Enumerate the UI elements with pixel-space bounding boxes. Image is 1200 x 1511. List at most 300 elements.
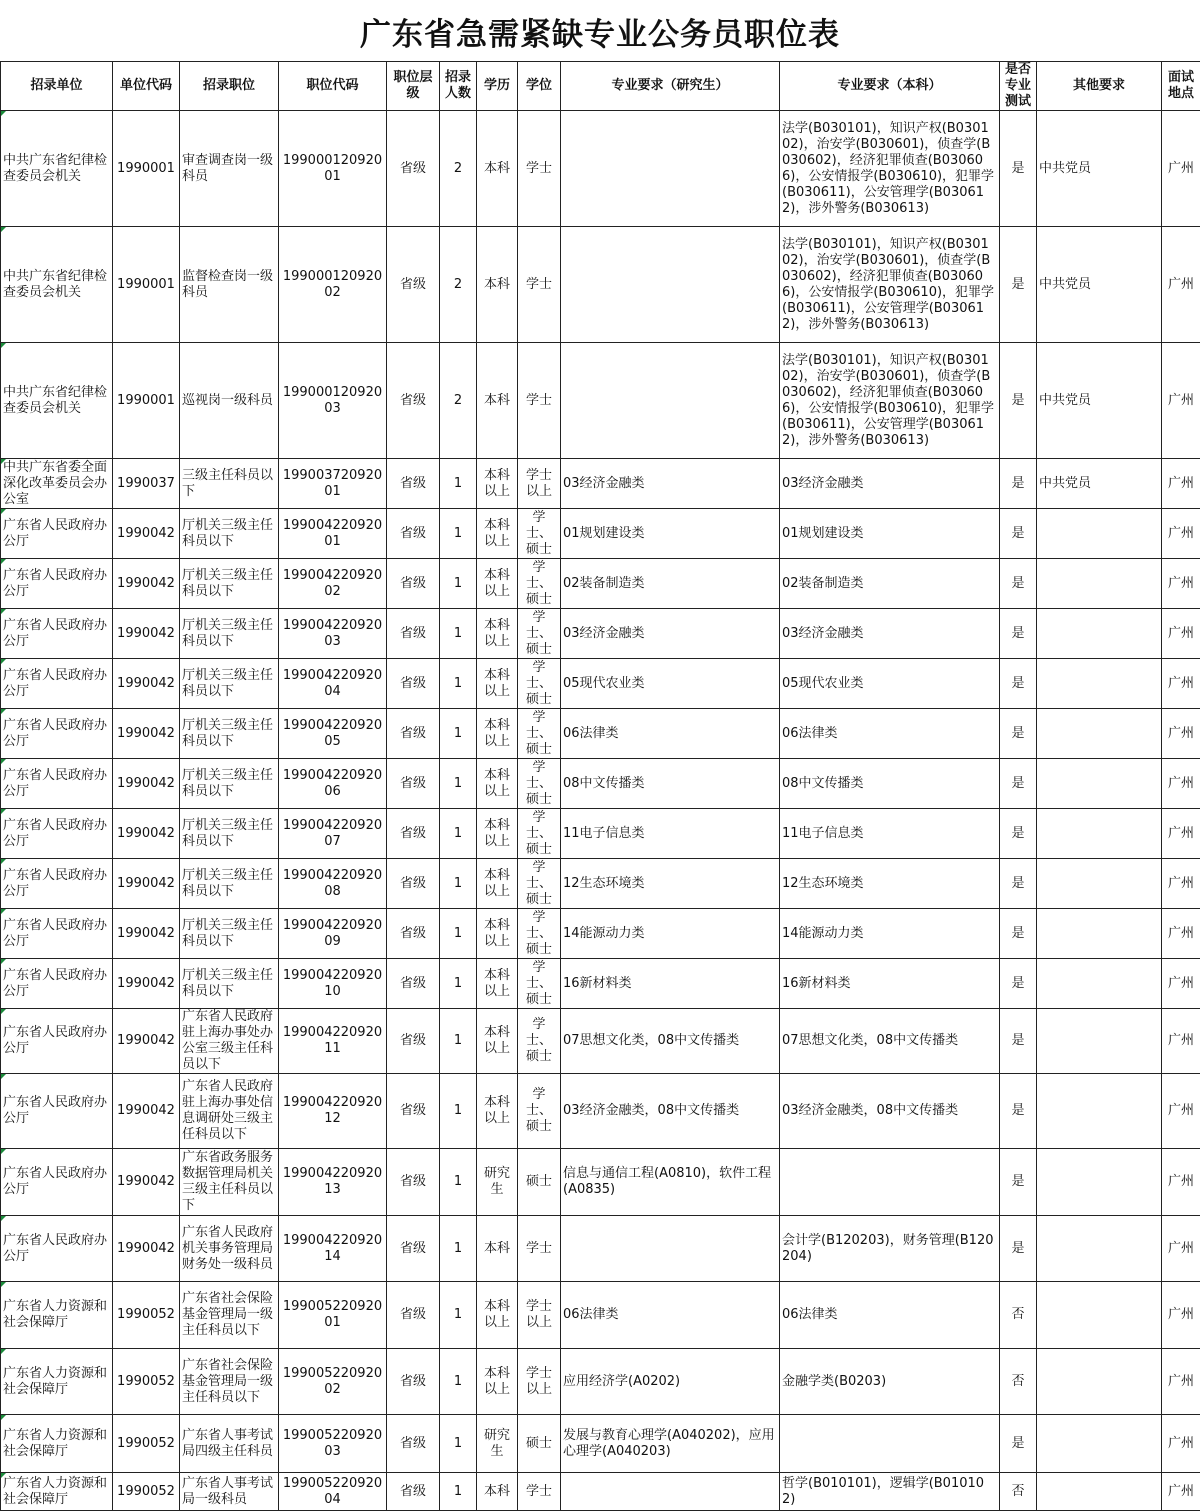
cell-education: 本科以上 <box>477 1009 518 1074</box>
cell-education: 本科以上 <box>477 509 518 559</box>
table-row <box>1 959 1200 1009</box>
cell-level: 省级 <box>387 1415 440 1473</box>
cell-major-graduate: 12生态环境类 <box>561 859 780 909</box>
cell-unit-code: 1990042 <box>113 1074 180 1149</box>
cell-headcount: 2 <box>440 111 477 227</box>
cell-headcount: 1 <box>440 709 477 759</box>
cell-major-graduate: 11电子信息类 <box>561 809 780 859</box>
cell-major-graduate <box>561 1473 780 1511</box>
cell-education: 本科 <box>477 1473 518 1511</box>
table-row <box>1 559 1200 609</box>
cell-unit: 广东省人民政府办公厅 <box>1 1009 113 1074</box>
cell-position-code: 19900422092002 <box>279 559 387 609</box>
cell-position: 三级主任科员以下 <box>180 459 279 509</box>
cell-education: 本科 <box>477 343 518 459</box>
table-row <box>1 1282 1200 1349</box>
cell-position-code: 19900422092008 <box>279 859 387 909</box>
cell-headcount: 1 <box>440 809 477 859</box>
cell-professional-test: 是 <box>1000 909 1037 959</box>
cell-unit-code: 1990001 <box>113 343 180 459</box>
cell-major-undergraduate: 05现代农业类 <box>780 659 1000 709</box>
cell-major-graduate: 08中文传播类 <box>561 759 780 809</box>
cell-professional-test: 否 <box>1000 1282 1037 1349</box>
cell-unit-code: 1990042 <box>113 559 180 609</box>
table-row <box>1 509 1200 559</box>
cell-headcount: 1 <box>440 1282 477 1349</box>
cell-major-undergraduate: 06法律类 <box>780 1282 1000 1349</box>
table-body <box>1 111 1200 1511</box>
cell-unit-code: 1990042 <box>113 709 180 759</box>
header-cell: 招录人数 <box>440 62 477 111</box>
table-row <box>1 859 1200 909</box>
cell-unit: 广东省人力资源和社会保障厅 <box>1 1415 113 1473</box>
cell-position-code: 19900422092001 <box>279 509 387 559</box>
cell-education: 本科以上 <box>477 1074 518 1149</box>
cell-other-requirements <box>1037 809 1162 859</box>
cell-unit: 广东省人民政府办公厅 <box>1 559 113 609</box>
cell-position: 厅机关三级主任科员以下 <box>180 809 279 859</box>
cell-interview-location: 广州 <box>1162 759 1200 809</box>
cell-education: 本科以上 <box>477 759 518 809</box>
cell-unit: 广东省人力资源和社会保障厅 <box>1 1473 113 1511</box>
header-cell: 招录单位 <box>1 62 113 111</box>
cell-professional-test: 是 <box>1000 859 1037 909</box>
cell-degree: 学士、硕士 <box>518 509 561 559</box>
cell-position: 厅机关三级主任科员以下 <box>180 959 279 1009</box>
cell-position: 厅机关三级主任科员以下 <box>180 859 279 909</box>
cell-professional-test: 是 <box>1000 609 1037 659</box>
table-row <box>1 227 1200 343</box>
cell-level: 省级 <box>387 227 440 343</box>
cell-degree: 学士 <box>518 343 561 459</box>
cell-degree: 学士、硕士 <box>518 859 561 909</box>
cell-unit: 广东省人民政府办公厅 <box>1 759 113 809</box>
cell-education: 本科以上 <box>477 1349 518 1415</box>
cell-unit-code: 1990042 <box>113 859 180 909</box>
cell-major-undergraduate: 01规划建设类 <box>780 509 1000 559</box>
table-row <box>1 659 1200 709</box>
cell-other-requirements <box>1037 859 1162 909</box>
cell-unit-code: 1990001 <box>113 227 180 343</box>
cell-other-requirements <box>1037 1149 1162 1216</box>
cell-unit-code: 1990042 <box>113 809 180 859</box>
cell-degree: 学士、硕士 <box>518 659 561 709</box>
cell-professional-test: 是 <box>1000 1415 1037 1473</box>
cell-major-graduate: 03经济金融类 <box>561 609 780 659</box>
cell-position-code: 19900422092007 <box>279 809 387 859</box>
cell-education: 本科以上 <box>477 859 518 909</box>
cell-position: 厅机关三级主任科员以下 <box>180 559 279 609</box>
cell-interview-location: 广州 <box>1162 1473 1200 1511</box>
cell-education: 本科 <box>477 111 518 227</box>
table-row <box>1 343 1200 459</box>
cell-interview-location: 广州 <box>1162 1415 1200 1473</box>
cell-major-graduate: 07思想文化类，08中文传播类 <box>561 1009 780 1074</box>
cell-position-code: 19900422092009 <box>279 909 387 959</box>
cell-major-graduate: 02装备制造类 <box>561 559 780 609</box>
cell-interview-location: 广州 <box>1162 1009 1200 1074</box>
cell-position: 厅机关三级主任科员以下 <box>180 709 279 759</box>
table-row <box>1 1473 1200 1511</box>
cell-education: 本科以上 <box>477 809 518 859</box>
cell-professional-test: 是 <box>1000 459 1037 509</box>
cell-professional-test: 是 <box>1000 659 1037 709</box>
cell-unit-code: 1990042 <box>113 759 180 809</box>
cell-headcount: 1 <box>440 1074 477 1149</box>
cell-other-requirements <box>1037 1415 1162 1473</box>
cell-unit: 广东省人民政府办公厅 <box>1 509 113 559</box>
cell-other-requirements <box>1037 1282 1162 1349</box>
cell-level: 省级 <box>387 459 440 509</box>
cell-major-undergraduate: 16新材料类 <box>780 959 1000 1009</box>
cell-unit-code: 1990052 <box>113 1473 180 1511</box>
cell-position-code: 19900422092014 <box>279 1216 387 1282</box>
cell-interview-location: 广州 <box>1162 659 1200 709</box>
cell-level: 省级 <box>387 959 440 1009</box>
table-row <box>1 1074 1200 1149</box>
cell-unit-code: 1990037 <box>113 459 180 509</box>
cell-major-undergraduate: 法学(B030101)，知识产权(B030102)，治安学(B030601)，侦查学(B030602)，经济犯罪侦查(B030606)，公安情报学(B030610)，犯罪学(B030611)，公安管理学(B030612)，涉外警务(B030613) <box>780 343 1000 459</box>
cell-headcount: 1 <box>440 1415 477 1473</box>
cell-interview-location: 广州 <box>1162 1282 1200 1349</box>
cell-degree: 硕士 <box>518 1415 561 1473</box>
cell-major-graduate: 06法律类 <box>561 1282 780 1349</box>
cell-position: 广东省人民政府驻上海办事处信息调研处三级主任科员以下 <box>180 1074 279 1149</box>
table-row <box>1 759 1200 809</box>
cell-position-code: 19900422092004 <box>279 659 387 709</box>
table-row <box>1 1009 1200 1074</box>
cell-unit-code: 1990042 <box>113 909 180 959</box>
cell-professional-test: 是 <box>1000 709 1037 759</box>
table-row <box>1 809 1200 859</box>
cell-interview-location: 广州 <box>1162 1149 1200 1216</box>
cell-headcount: 1 <box>440 1473 477 1511</box>
cell-education: 研究生 <box>477 1415 518 1473</box>
cell-major-graduate: 16新材料类 <box>561 959 780 1009</box>
cell-major-undergraduate: 12生态环境类 <box>780 859 1000 909</box>
cell-position-code: 19900522092002 <box>279 1349 387 1415</box>
table-title-bar <box>0 0 1200 62</box>
table-row <box>1 1149 1200 1216</box>
cell-position: 厅机关三级主任科员以下 <box>180 609 279 659</box>
header-cell: 职位代码 <box>279 62 387 111</box>
table-row <box>1 111 1200 227</box>
cell-headcount: 1 <box>440 1349 477 1415</box>
cell-unit-code: 1990042 <box>113 1009 180 1074</box>
cell-unit: 中共广东省纪律检查委员会机关 <box>1 227 113 343</box>
cell-unit: 中共广东省纪律检查委员会机关 <box>1 111 113 227</box>
cell-level: 省级 <box>387 1473 440 1511</box>
cell-degree: 学士、硕士 <box>518 709 561 759</box>
cell-headcount: 1 <box>440 509 477 559</box>
cell-interview-location: 广州 <box>1162 343 1200 459</box>
cell-unit: 广东省人力资源和社会保障厅 <box>1 1282 113 1349</box>
cell-professional-test: 否 <box>1000 1349 1037 1415</box>
header-cell: 职位层级 <box>387 62 440 111</box>
cell-other-requirements <box>1037 659 1162 709</box>
cell-level: 省级 <box>387 609 440 659</box>
cell-level: 省级 <box>387 759 440 809</box>
cell-major-undergraduate <box>780 1149 1000 1216</box>
cell-position-code: 19900012092003 <box>279 343 387 459</box>
cell-position-code: 19900522092004 <box>279 1473 387 1511</box>
cell-professional-test: 是 <box>1000 1216 1037 1282</box>
cell-major-graduate: 06法律类 <box>561 709 780 759</box>
cell-degree: 学士、硕士 <box>518 959 561 1009</box>
cell-degree: 学士以上 <box>518 1349 561 1415</box>
cell-position-code: 19900422092010 <box>279 959 387 1009</box>
cell-unit: 广东省人力资源和社会保障厅 <box>1 1349 113 1415</box>
cell-position-code: 19900422092005 <box>279 709 387 759</box>
cell-position: 厅机关三级主任科员以下 <box>180 659 279 709</box>
cell-interview-location: 广州 <box>1162 1216 1200 1282</box>
cell-degree: 学士 <box>518 227 561 343</box>
cell-headcount: 1 <box>440 609 477 659</box>
header-cell: 专业要求（本科） <box>780 62 1000 111</box>
cell-other-requirements <box>1037 759 1162 809</box>
cell-major-graduate <box>561 343 780 459</box>
cell-level: 省级 <box>387 111 440 227</box>
cell-interview-location: 广州 <box>1162 227 1200 343</box>
cell-professional-test: 是 <box>1000 559 1037 609</box>
cell-interview-location: 广州 <box>1162 459 1200 509</box>
cell-education: 本科以上 <box>477 659 518 709</box>
cell-interview-location: 广州 <box>1162 909 1200 959</box>
table-row <box>1 1415 1200 1473</box>
cell-level: 省级 <box>387 1282 440 1349</box>
cell-major-undergraduate: 会计学(B120203)，财务管理(B120204) <box>780 1216 1000 1282</box>
cell-level: 省级 <box>387 659 440 709</box>
cell-interview-location: 广州 <box>1162 509 1200 559</box>
cell-unit: 广东省人民政府办公厅 <box>1 659 113 709</box>
cell-position-code: 19900422092012 <box>279 1074 387 1149</box>
cell-degree: 学士、硕士 <box>518 1009 561 1074</box>
cell-position-code: 19900372092001 <box>279 459 387 509</box>
cell-professional-test: 是 <box>1000 509 1037 559</box>
cell-unit-code: 1990052 <box>113 1415 180 1473</box>
cell-unit-code: 1990001 <box>113 111 180 227</box>
cell-other-requirements: 中共党员 <box>1037 459 1162 509</box>
cell-degree: 学士以上 <box>518 459 561 509</box>
cell-unit-code: 1990052 <box>113 1282 180 1349</box>
cell-professional-test: 是 <box>1000 759 1037 809</box>
cell-position-code: 19900522092003 <box>279 1415 387 1473</box>
cell-major-undergraduate: 哲学(B010101)，逻辑学(B010102) <box>780 1473 1000 1511</box>
cell-degree: 学士、硕士 <box>518 759 561 809</box>
cell-education: 本科以上 <box>477 709 518 759</box>
cell-interview-location: 广州 <box>1162 809 1200 859</box>
cell-position: 审查调查岗一级科员 <box>180 111 279 227</box>
cell-major-graduate: 03经济金融类 <box>561 459 780 509</box>
cell-level: 省级 <box>387 1149 440 1216</box>
cell-major-graduate: 应用经济学(A0202) <box>561 1349 780 1415</box>
cell-unit: 广东省人民政府办公厅 <box>1 1074 113 1149</box>
cell-degree: 学士、硕士 <box>518 1074 561 1149</box>
cell-position: 广东省人事考试局四级主任科员 <box>180 1415 279 1473</box>
cell-position: 厅机关三级主任科员以下 <box>180 909 279 959</box>
table-row <box>1 909 1200 959</box>
cell-interview-location: 广州 <box>1162 559 1200 609</box>
cell-other-requirements <box>1037 1009 1162 1074</box>
cell-major-graduate: 05现代农业类 <box>561 659 780 709</box>
table-row <box>1 459 1200 509</box>
cell-level: 省级 <box>387 1074 440 1149</box>
cell-headcount: 1 <box>440 559 477 609</box>
cell-headcount: 1 <box>440 459 477 509</box>
cell-unit-code: 1990042 <box>113 509 180 559</box>
cell-education: 本科以上 <box>477 959 518 1009</box>
header-cell: 学历 <box>477 62 518 111</box>
cell-major-undergraduate: 06法律类 <box>780 709 1000 759</box>
cell-headcount: 1 <box>440 1216 477 1282</box>
cell-headcount: 2 <box>440 227 477 343</box>
cell-level: 省级 <box>387 509 440 559</box>
header-row <box>1 62 1200 111</box>
cell-major-undergraduate: 金融学类(B0203) <box>780 1349 1000 1415</box>
cell-unit: 广东省人民政府办公厅 <box>1 1149 113 1216</box>
cell-headcount: 1 <box>440 909 477 959</box>
cell-degree: 学士、硕士 <box>518 909 561 959</box>
cell-other-requirements <box>1037 1216 1162 1282</box>
cell-position-code: 19900422092013 <box>279 1149 387 1216</box>
cell-position-code: 19900012092001 <box>279 111 387 227</box>
cell-unit: 广东省人民政府办公厅 <box>1 859 113 909</box>
cell-interview-location: 广州 <box>1162 959 1200 1009</box>
cell-level: 省级 <box>387 909 440 959</box>
cell-unit-code: 1990042 <box>113 609 180 659</box>
cell-unit-code: 1990052 <box>113 1349 180 1415</box>
cell-headcount: 2 <box>440 343 477 459</box>
header-cell: 学位 <box>518 62 561 111</box>
cell-professional-test: 是 <box>1000 1074 1037 1149</box>
cell-level: 省级 <box>387 709 440 759</box>
table-row <box>1 1349 1200 1415</box>
cell-major-undergraduate: 法学(B030101)，知识产权(B030102)，治安学(B030601)，侦查学(B030602)，经济犯罪侦查(B030606)，公安情报学(B030610)，犯罪学(B030611)，公安管理学(B030612)，涉外警务(B030613) <box>780 111 1000 227</box>
cell-education: 本科以上 <box>477 559 518 609</box>
cell-headcount: 1 <box>440 1149 477 1216</box>
cell-interview-location: 广州 <box>1162 1349 1200 1415</box>
cell-major-graduate <box>561 111 780 227</box>
cell-headcount: 1 <box>440 959 477 1009</box>
cell-other-requirements <box>1037 1349 1162 1415</box>
cell-interview-location: 广州 <box>1162 609 1200 659</box>
cell-professional-test: 是 <box>1000 1149 1037 1216</box>
cell-professional-test: 是 <box>1000 1009 1037 1074</box>
cell-degree: 学士 <box>518 1473 561 1511</box>
cell-unit: 广东省人民政府办公厅 <box>1 609 113 659</box>
cell-major-undergraduate: 11电子信息类 <box>780 809 1000 859</box>
cell-degree: 硕士 <box>518 1149 561 1216</box>
cell-unit-code: 1990042 <box>113 1216 180 1282</box>
cell-level: 省级 <box>387 1009 440 1074</box>
header-cell: 专业要求（研究生） <box>561 62 780 111</box>
cell-other-requirements <box>1037 709 1162 759</box>
cell-degree: 学士、硕士 <box>518 809 561 859</box>
table-row <box>1 609 1200 659</box>
cell-degree: 学士、硕士 <box>518 609 561 659</box>
cell-major-graduate <box>561 1216 780 1282</box>
cell-position: 广东省人民政府驻上海办事处办公室三级主任科员以下 <box>180 1009 279 1074</box>
cell-education: 本科以上 <box>477 459 518 509</box>
cell-professional-test: 是 <box>1000 959 1037 1009</box>
cell-level: 省级 <box>387 559 440 609</box>
cell-unit: 中共广东省委全面深化改革委员会办公室 <box>1 459 113 509</box>
cell-education: 本科以上 <box>477 1282 518 1349</box>
cell-position: 广东省政务服务数据管理局机关三级主任科员以下 <box>180 1149 279 1216</box>
cell-major-undergraduate <box>780 1415 1000 1473</box>
cell-interview-location: 广州 <box>1162 1074 1200 1149</box>
cell-major-graduate <box>561 227 780 343</box>
cell-major-graduate: 14能源动力类 <box>561 909 780 959</box>
cell-major-undergraduate: 07思想文化类，08中文传播类 <box>780 1009 1000 1074</box>
cell-education: 本科以上 <box>477 609 518 659</box>
cell-education: 研究生 <box>477 1149 518 1216</box>
cell-professional-test: 是 <box>1000 111 1037 227</box>
cell-major-graduate: 发展与教育心理学(A040202)，应用心理学(A040203) <box>561 1415 780 1473</box>
cell-unit: 中共广东省纪律检查委员会机关 <box>1 343 113 459</box>
cell-level: 省级 <box>387 1216 440 1282</box>
header-cell: 招录职位 <box>180 62 279 111</box>
cell-major-undergraduate: 14能源动力类 <box>780 909 1000 959</box>
cell-position-code: 19900422092011 <box>279 1009 387 1074</box>
cell-other-requirements: 中共党员 <box>1037 227 1162 343</box>
cell-unit: 广东省人民政府办公厅 <box>1 959 113 1009</box>
cell-unit: 广东省人民政府办公厅 <box>1 809 113 859</box>
cell-major-undergraduate: 03经济金融类，08中文传播类 <box>780 1074 1000 1149</box>
cell-position-code: 19900422092006 <box>279 759 387 809</box>
cell-unit: 广东省人民政府办公厅 <box>1 909 113 959</box>
cell-position: 广东省人民政府机关事务管理局财务处一级科员 <box>180 1216 279 1282</box>
cell-headcount: 1 <box>440 859 477 909</box>
cell-position-code: 19900012092002 <box>279 227 387 343</box>
cell-major-undergraduate: 02装备制造类 <box>780 559 1000 609</box>
cell-major-undergraduate: 法学(B030101)，知识产权(B030102)，治安学(B030601)，侦查学(B030602)，经济犯罪侦查(B030606)，公安情报学(B030610)，犯罪学(B030611)，公安管理学(B030612)，涉外警务(B030613) <box>780 227 1000 343</box>
cell-education: 本科 <box>477 227 518 343</box>
cell-headcount: 1 <box>440 659 477 709</box>
cell-major-undergraduate: 03经济金融类 <box>780 609 1000 659</box>
cell-interview-location: 广州 <box>1162 709 1200 759</box>
cell-interview-location: 广州 <box>1162 859 1200 909</box>
positions-table <box>0 61 1200 1511</box>
cell-position: 厅机关三级主任科员以下 <box>180 759 279 809</box>
cell-unit: 广东省人民政府办公厅 <box>1 1216 113 1282</box>
cell-other-requirements <box>1037 609 1162 659</box>
cell-professional-test: 是 <box>1000 809 1037 859</box>
cell-other-requirements <box>1037 1074 1162 1149</box>
cell-degree: 学士 <box>518 111 561 227</box>
cell-professional-test: 否 <box>1000 1473 1037 1511</box>
cell-headcount: 1 <box>440 759 477 809</box>
cell-unit-code: 1990042 <box>113 659 180 709</box>
cell-interview-location: 广州 <box>1162 111 1200 227</box>
cell-position-code: 19900522092001 <box>279 1282 387 1349</box>
header-cell: 面试地点 <box>1162 62 1200 111</box>
page-title: 广东省急需紧缺专业公务员职位表 <box>360 9 840 54</box>
cell-other-requirements <box>1037 909 1162 959</box>
cell-degree: 学士、硕士 <box>518 559 561 609</box>
cell-position: 广东省人事考试局一级科员 <box>180 1473 279 1511</box>
cell-education: 本科以上 <box>477 909 518 959</box>
cell-position: 广东省社会保险基金管理局一级主任科员以下 <box>180 1282 279 1349</box>
cell-other-requirements: 中共党员 <box>1037 343 1162 459</box>
table-row <box>1 709 1200 759</box>
cell-level: 省级 <box>387 859 440 909</box>
cell-major-undergraduate: 08中文传播类 <box>780 759 1000 809</box>
cell-position: 广东省社会保险基金管理局一级主任科员以下 <box>180 1349 279 1415</box>
cell-other-requirements <box>1037 509 1162 559</box>
header-cell: 单位代码 <box>113 62 180 111</box>
cell-position: 厅机关三级主任科员以下 <box>180 509 279 559</box>
